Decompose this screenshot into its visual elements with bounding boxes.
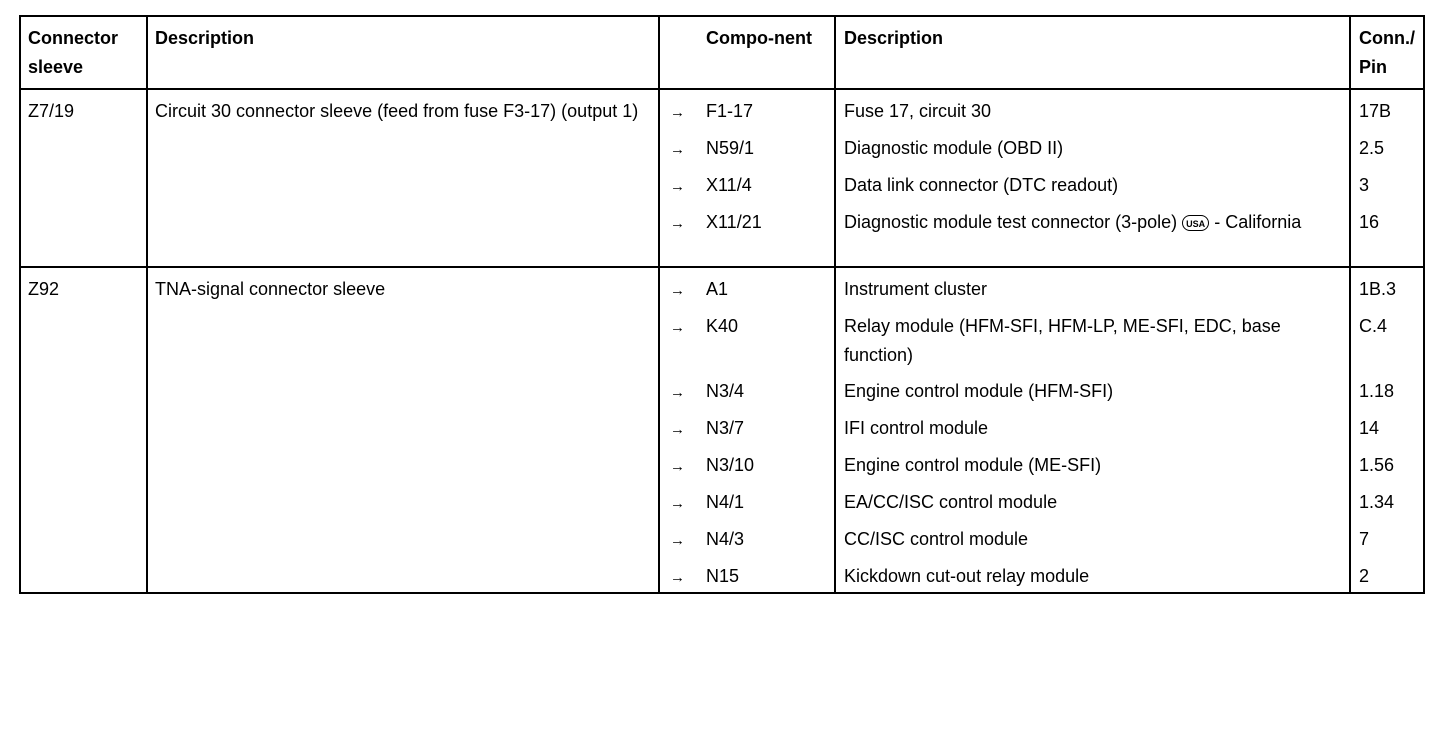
arrow-icon: →: [670, 458, 685, 475]
connector-description-cell: TNA-signal connector sleeve: [147, 267, 659, 593]
arrow-icon: →: [670, 495, 685, 512]
arrow-icon: →: [670, 384, 685, 401]
pin-cell: 1.56: [1350, 444, 1424, 481]
pin-cell: 2.5: [1350, 127, 1424, 164]
component-description-cell: Data link connector (DTC readout): [835, 164, 1350, 201]
table-row: [20, 89, 1424, 127]
header-conn-pin: Conn./ Pin: [1350, 16, 1424, 89]
arrow-icon: →: [670, 215, 685, 232]
pin-cell: 1.34: [1350, 481, 1424, 518]
arrow-icon: →: [670, 569, 685, 586]
component-description-cell: Engine control module (HFM-SFI): [835, 370, 1350, 407]
component-cell: N3/4: [706, 370, 835, 407]
component-description-cell: IFI control module: [835, 407, 1350, 444]
header-component: Compo-nent: [706, 16, 835, 89]
arrow-icon: →: [670, 282, 685, 299]
connector-description-cell: Circuit 30 connector sleeve (feed from fuse F3-17) (output 1): [147, 89, 659, 267]
arrow-icon: →: [670, 178, 685, 195]
table-row: [20, 267, 1424, 305]
pin-cell: C.4: [1350, 305, 1424, 370]
arrow-icon: →: [670, 532, 685, 549]
component-description-cell: Fuse 17, circuit 30: [835, 89, 1350, 127]
component-cell: X11/21: [706, 201, 835, 267]
component-cell: N15: [706, 555, 835, 593]
pin-cell: 17B: [1350, 89, 1424, 127]
component-description-cell: EA/CC/ISC control module: [835, 481, 1350, 518]
connector-sleeve-document: [19, 15, 1423, 594]
component-description-cell: Diagnostic module (OBD II): [835, 127, 1350, 164]
connector-sleeve-table: [19, 15, 1425, 594]
component-description-cell: Kickdown cut-out relay module: [835, 555, 1350, 593]
arrow-icon: →: [670, 141, 685, 158]
component-cell: X11/4: [706, 164, 835, 201]
arrow-icon: →: [670, 104, 685, 121]
pin-cell: 1B.3: [1350, 267, 1424, 305]
component-cell: A1: [706, 267, 835, 305]
component-cell: N4/1: [706, 481, 835, 518]
usa-badge-icon: USA: [1182, 215, 1209, 231]
table-header: [20, 16, 1424, 89]
component-cell: K40: [706, 305, 835, 370]
component-cell: N3/7: [706, 407, 835, 444]
header-component-description: Description: [835, 16, 1350, 89]
pin-cell: 2: [1350, 555, 1424, 593]
header-arrow-spacer: [659, 16, 706, 89]
arrow-icon: →: [670, 421, 685, 438]
header-connector-sleeve: Connector sleeve: [20, 16, 147, 89]
pin-cell: 14: [1350, 407, 1424, 444]
pin-cell: 16: [1350, 201, 1424, 267]
component-description-cell: Engine control module (ME-SFI): [835, 444, 1350, 481]
component-description-cell: CC/ISC control module: [835, 518, 1350, 555]
component-cell: N3/10: [706, 444, 835, 481]
component-cell: N4/3: [706, 518, 835, 555]
connector-sleeve-cell: Z7/19: [20, 89, 147, 267]
component-description-cell: [835, 201, 1350, 267]
component-description-cell: Relay module (HFM-SFI, HFM-LP, ME-SFI, EDC, base function): [835, 305, 1350, 370]
pin-cell: 7: [1350, 518, 1424, 555]
arrow-icon: →: [670, 319, 685, 336]
description-suffix: - California: [1214, 212, 1302, 232]
description-text: Diagnostic module test connector (3-pole): [844, 212, 1178, 232]
pin-cell: 3: [1350, 164, 1424, 201]
component-cell: F1-17: [706, 89, 835, 127]
pin-cell: 1.18: [1350, 370, 1424, 407]
component-description-cell: Instrument cluster: [835, 267, 1350, 305]
header-description: Description: [147, 16, 659, 89]
component-cell: N59/1: [706, 127, 835, 164]
connector-sleeve-cell: Z92: [20, 267, 147, 593]
